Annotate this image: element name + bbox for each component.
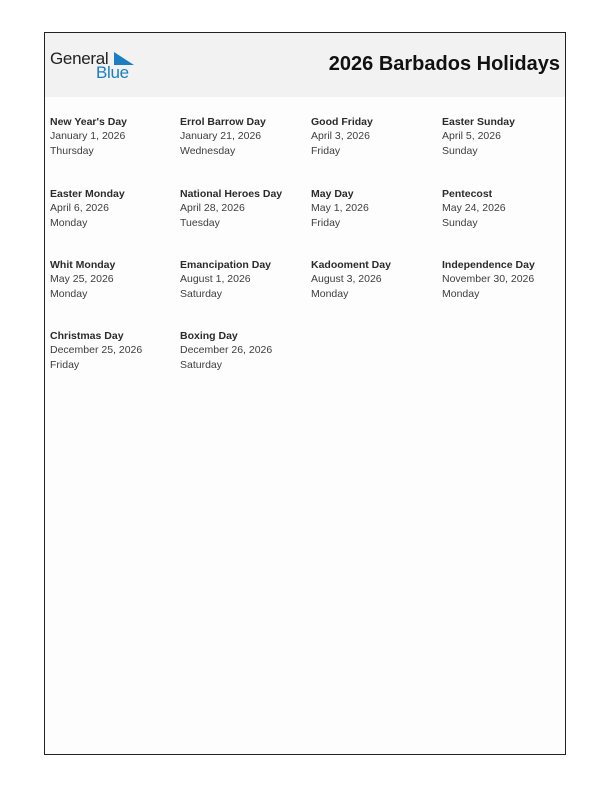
- holiday-weekday: Thursday: [50, 144, 94, 157]
- holiday-item: [180, 187, 308, 230]
- calendar-page: [44, 32, 566, 755]
- holiday-weekday: Tuesday: [180, 216, 220, 229]
- holiday-name: New Year's Day: [50, 116, 128, 128]
- holiday-date: January 1, 2026: [50, 130, 126, 143]
- holiday-name: Whit Monday: [50, 259, 116, 271]
- holiday-date: January 21, 2026: [180, 130, 262, 143]
- holiday-weekday: Monday: [50, 216, 88, 229]
- holiday-date: August 1, 2026: [180, 273, 251, 286]
- holiday-date: May 1, 2026: [311, 202, 369, 215]
- holiday-name: Independence Day: [442, 259, 535, 271]
- page-title: 2026 Barbados Holidays: [328, 53, 560, 75]
- holiday-weekday: Monday: [442, 287, 480, 300]
- holiday-item: [311, 187, 439, 230]
- holiday-name: Boxing Day: [180, 330, 238, 342]
- holiday-weekday: Saturday: [180, 287, 223, 300]
- holiday-name: Easter Sunday: [442, 116, 515, 128]
- holiday-item: [180, 329, 308, 372]
- holiday-item: [442, 115, 570, 158]
- holiday-weekday: Saturday: [180, 358, 223, 371]
- holiday-item: [50, 329, 178, 372]
- holiday-item: [442, 258, 570, 301]
- holiday-item: [180, 115, 308, 158]
- holiday-weekday: Sunday: [442, 216, 478, 229]
- holiday-name: May Day: [311, 188, 354, 200]
- holiday-weekday: Sunday: [442, 144, 478, 157]
- holiday-name: National Heroes Day: [180, 188, 283, 200]
- holiday-weekday: Wednesday: [180, 144, 236, 157]
- holiday-weekday: Monday: [50, 287, 88, 300]
- holiday-name: Kadooment Day: [311, 259, 391, 271]
- holiday-name: Pentecost: [442, 188, 493, 200]
- holiday-name: Good Friday: [311, 116, 373, 128]
- holiday-date: May 25, 2026: [50, 273, 114, 286]
- holiday-date: May 24, 2026: [442, 202, 506, 215]
- holiday-date: December 25, 2026: [50, 344, 143, 357]
- holiday-weekday: Friday: [311, 144, 341, 157]
- holiday-date: April 5, 2026: [442, 130, 501, 143]
- holiday-name: Emancipation Day: [180, 259, 272, 271]
- generalblue-logo: [50, 49, 140, 83]
- holiday-date: April 6, 2026: [50, 202, 109, 215]
- holiday-name: Christmas Day: [50, 330, 124, 342]
- page-header: [45, 33, 565, 97]
- holiday-item: [442, 187, 570, 230]
- holiday-name: Easter Monday: [50, 188, 125, 200]
- holiday-date: December 26, 2026: [180, 344, 273, 357]
- holiday-item: [311, 258, 439, 301]
- holiday-item: [50, 258, 178, 301]
- logo-general-text: General: [50, 49, 109, 68]
- holiday-name: Errol Barrow Day: [180, 116, 266, 128]
- holiday-weekday: Friday: [50, 358, 80, 371]
- holiday-date: November 30, 2026: [442, 273, 535, 286]
- holiday-item: [50, 115, 178, 158]
- holiday-item: [180, 258, 308, 301]
- holiday-date: April 3, 2026: [311, 130, 370, 143]
- holiday-weekday: Friday: [311, 216, 341, 229]
- holiday-weekday: Monday: [311, 287, 349, 300]
- holiday-date: April 28, 2026: [180, 202, 245, 215]
- holiday-date: August 3, 2026: [311, 273, 382, 286]
- logo-blue-text: Blue: [96, 63, 129, 82]
- holiday-item: [311, 115, 439, 158]
- holiday-item: [50, 187, 178, 230]
